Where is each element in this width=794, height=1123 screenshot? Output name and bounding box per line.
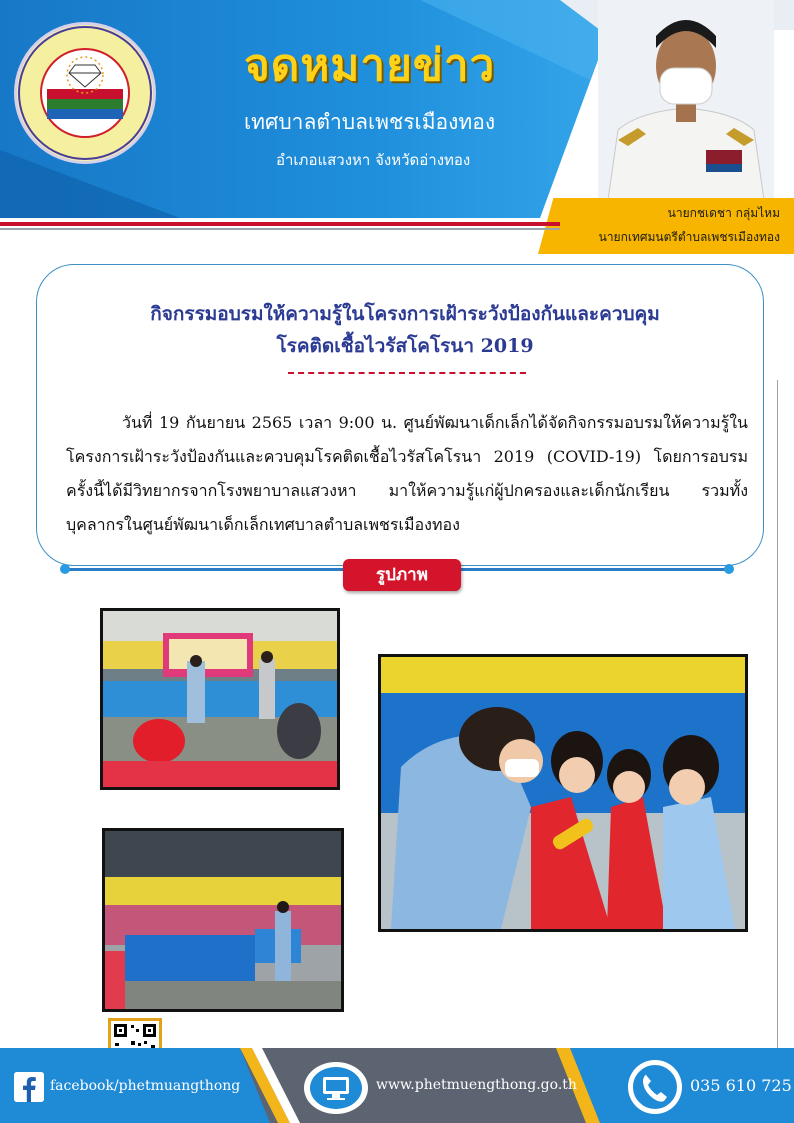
page-right-rule (777, 380, 778, 1050)
facebook-link[interactable]: facebook/phetmuangthong (50, 1078, 241, 1094)
monitor-icon (300, 1060, 370, 1116)
headline-separator (288, 372, 526, 376)
header-gray-divider (0, 228, 560, 230)
organization-name: เทศบาลตำบลเพชรเมืองทอง (244, 110, 496, 134)
article-body: วันที่ 19 กันยายน 2565 เวลา 9:00 น. ศูนย์พัฒนาเด็กเล็กได้จัดกิจกรรมอบรมให้ความรู้ในโครงการเฝ้าระวังป้องกันและควบคุมโรคติดเชื้อไวรัสโคโรนา 2019 (COVID-19) โดยการอบรมครั้งนี้ได้มีวิทยากรจากโรงพยาบาลแสวงหา มาให้ความรู้แก่ผู้ปกครองและเด็กนักเรียน รวมทั้งบุคลากรในศูนย์พัฒนาเด็กเล็กเทศบาลตำบลเพชรเมืองทอง (66, 413, 748, 534)
phone-icon (626, 1058, 684, 1116)
bar-dot-left (60, 564, 70, 574)
mayor-photo (598, 0, 774, 200)
website-link[interactable]: www.phetmuengthong.go.th (376, 1077, 577, 1093)
headline-line-1: กิจกรรมอบรมให้ความรู้ในโครงการเฝ้าระวังป้องกันและควบคุม (150, 303, 660, 325)
mayor-name: นายกชเดชา กลุ่มไหม (667, 206, 780, 220)
municipality-logo (14, 22, 156, 164)
photo-training-2 (102, 828, 344, 1012)
newsletter-title: จดหมายข่าว (244, 40, 496, 91)
facebook-icon[interactable] (14, 1072, 44, 1102)
mayor-position: นายกเทศมนตรีตำบลเพชรเมืองทอง (598, 230, 780, 244)
district-name: อำเภอแสวงหา จังหวัดอ่างทอง (276, 151, 471, 169)
header-red-divider (0, 222, 560, 226)
article-headline (60, 298, 750, 362)
photo-training-1 (100, 608, 340, 790)
photo-children (378, 654, 748, 932)
phone-number: 035 610 725 (690, 1076, 792, 1095)
photos-label: รูปภาพ (343, 559, 461, 591)
bar-dot-right (724, 564, 734, 574)
headline-line-2: โรคติดเชื้อไวรัสโคโรนา 2019 (276, 335, 534, 357)
